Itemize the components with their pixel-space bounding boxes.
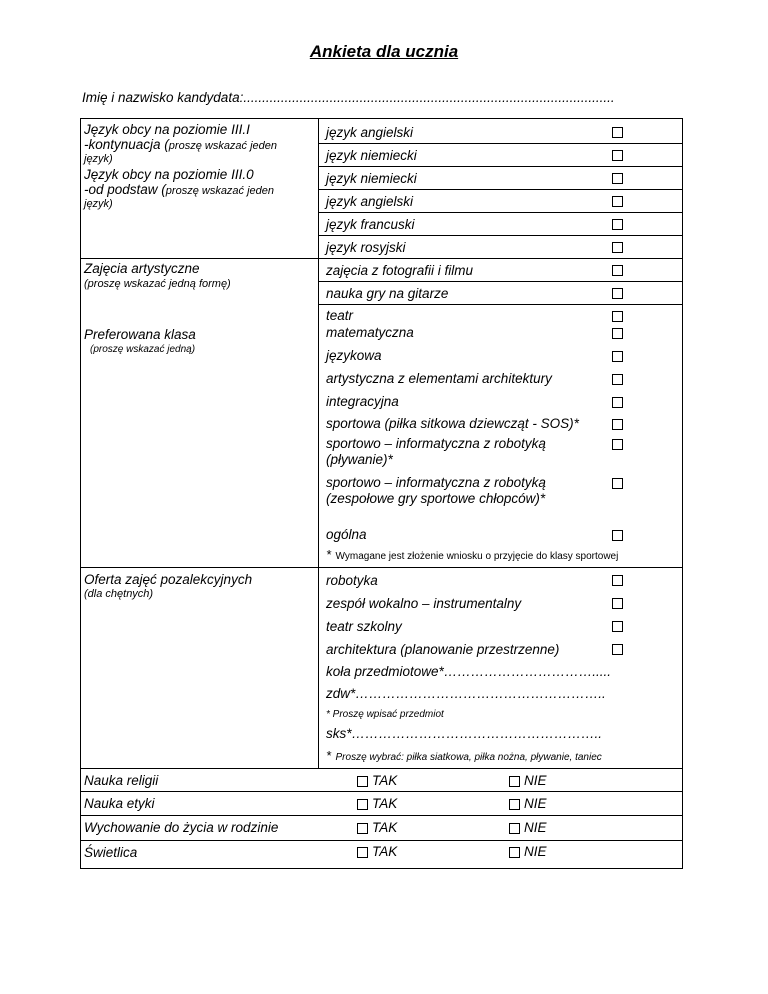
no-label: NIE [524, 773, 547, 788]
lang-basic-sub-text: -od podstaw ( [84, 182, 166, 197]
checkbox[interactable] [612, 150, 623, 161]
candidate-name-field[interactable]: Imię i nazwisko kandydata:................................................................................................... [82, 90, 615, 105]
checkbox[interactable] [612, 419, 623, 430]
checkbox[interactable] [612, 311, 623, 322]
checkbox[interactable] [612, 173, 623, 184]
footnote-star: * [326, 748, 332, 763]
checkbox[interactable] [612, 328, 623, 339]
yes-label: TAK [372, 844, 398, 859]
lang-continue-sub-end: język) [84, 153, 113, 165]
checkbox[interactable] [612, 575, 623, 586]
checkbox[interactable] [612, 598, 623, 609]
option-label: teatr szkolny [326, 619, 402, 634]
row-divider [318, 281, 683, 282]
row-divider [80, 258, 683, 259]
option-label: (pływanie)* [326, 452, 393, 467]
no-label: NIE [524, 820, 547, 835]
row-label: Świetlica [84, 845, 138, 860]
sks-field[interactable]: sks*……………………………………………….. [326, 726, 603, 741]
yes-checkbox[interactable] [357, 776, 368, 787]
checkbox[interactable] [612, 288, 623, 299]
lang-continue-sub [84, 137, 277, 152]
class-sub: (proszę wskazać jedną) [90, 344, 196, 355]
option-label: język francuski [326, 217, 415, 232]
class-heading: Preferowana klasa [84, 327, 196, 342]
extra-sub: (dla chętnych) [84, 588, 154, 600]
row-divider [318, 143, 683, 144]
table-border-right [682, 118, 683, 869]
option-label: język angielski [326, 125, 414, 140]
row-divider [80, 815, 683, 816]
option-label: zespół wokalno – instrumentalny [326, 596, 522, 611]
page-title: Ankieta dla ucznia [309, 42, 459, 61]
table-border-top [80, 118, 683, 119]
no-checkbox[interactable] [509, 776, 520, 787]
footnote-star: * [326, 547, 332, 562]
row-divider [318, 304, 683, 305]
extra-heading: Oferta zajęć pozalekcyjnych [84, 572, 253, 587]
checkbox[interactable] [612, 127, 623, 138]
no-checkbox[interactable] [509, 847, 520, 858]
option-label: robotyka [326, 573, 378, 588]
row-divider [80, 840, 683, 841]
no-label: NIE [524, 796, 547, 811]
row-label: Nauka etyki [84, 796, 155, 811]
column-divider [318, 118, 319, 768]
zdw-field[interactable]: zdw*……………………………………………….. [326, 686, 606, 701]
checkbox[interactable] [612, 439, 623, 450]
lang-continue-sub-small: proszę wskazać jeden [168, 140, 278, 152]
row-divider [318, 166, 683, 167]
checkbox[interactable] [612, 196, 623, 207]
option-label: język rosyjski [326, 240, 406, 255]
yes-label: TAK [372, 773, 398, 788]
lang-continue-sub-text: -kontynuacja ( [84, 137, 169, 152]
lang-basic-sub-small: proszę wskazać jeden [165, 185, 275, 197]
lang-continue-heading: Język obcy na poziomie III.I [84, 122, 250, 137]
option-label: język angielski [326, 194, 414, 209]
art-heading: Zajęcia artystyczne [84, 261, 200, 276]
lang-basic-sub-end: język) [84, 198, 113, 210]
option-label: sportowo – informatyczna z robotyką [326, 475, 546, 490]
yes-label: TAK [372, 796, 398, 811]
checkbox[interactable] [612, 530, 623, 541]
option-label: język niemiecki [326, 148, 417, 163]
class-footnote [326, 546, 618, 564]
extra-note-2 [326, 747, 602, 765]
option-label: nauka gry na gitarze [326, 286, 449, 301]
footnote-text: Proszę wybrać: piłka siatkowa, piłka nożna, pływanie, taniec [335, 752, 602, 763]
art-sub: (proszę wskazać jedną formę) [84, 278, 231, 290]
checkbox[interactable] [612, 644, 623, 655]
option-label: integracyjna [326, 394, 399, 409]
option-label: artystyczna z elementami architektury [326, 371, 552, 386]
checkbox[interactable] [612, 219, 623, 230]
option-label: sportowo – informatyczna z robotyką [326, 436, 546, 451]
yes-checkbox[interactable] [357, 823, 368, 834]
option-label: ogólna [326, 527, 367, 542]
row-divider [318, 212, 683, 213]
checkbox[interactable] [612, 265, 623, 276]
row-label: Wychowanie do życia w rodzinie [84, 820, 279, 835]
option-label: sportowa (piłka sitkowa dziewcząt - SOS)* [326, 416, 579, 431]
no-checkbox[interactable] [509, 799, 520, 810]
yes-checkbox[interactable] [357, 799, 368, 810]
checkbox[interactable] [612, 242, 623, 253]
table-border-left [80, 118, 81, 869]
option-label: architektura (planowanie przestrzenne) [326, 642, 560, 657]
no-checkbox[interactable] [509, 823, 520, 834]
checkbox[interactable] [612, 351, 623, 362]
row-divider [318, 189, 683, 190]
extra-note-1: * Proszę wpisać przedmiot [326, 709, 444, 720]
option-label: język niemiecki [326, 171, 417, 186]
row-divider [80, 567, 683, 568]
row-divider [80, 791, 683, 792]
row-label: Nauka religii [84, 773, 159, 788]
checkbox[interactable] [612, 397, 623, 408]
checkbox[interactable] [612, 374, 623, 385]
option-label: matematyczna [326, 325, 414, 340]
row-divider [318, 235, 683, 236]
checkbox[interactable] [612, 621, 623, 632]
option-label: (zespołowe gry sportowe chłopców)* [326, 491, 546, 506]
row-divider [80, 768, 683, 769]
no-label: NIE [524, 844, 547, 859]
option-label: językowa [326, 348, 382, 363]
table-border-bottom [80, 868, 683, 869]
yes-checkbox[interactable] [357, 847, 368, 858]
option-label: teatr [326, 308, 354, 323]
subject-circle-field[interactable]: koła przedmiotowe*……………………………..... [326, 664, 612, 679]
lang-basic-sub [84, 182, 274, 197]
lang-basic-heading: Język obcy na poziomie III.0 [84, 167, 254, 182]
yes-label: TAK [372, 820, 398, 835]
option-label: zajęcia z fotografii i filmu [326, 263, 474, 278]
footnote-text: Wymagane jest złożenie wniosku o przyjęcie do klasy sportowej [335, 551, 619, 562]
checkbox[interactable] [612, 478, 623, 489]
